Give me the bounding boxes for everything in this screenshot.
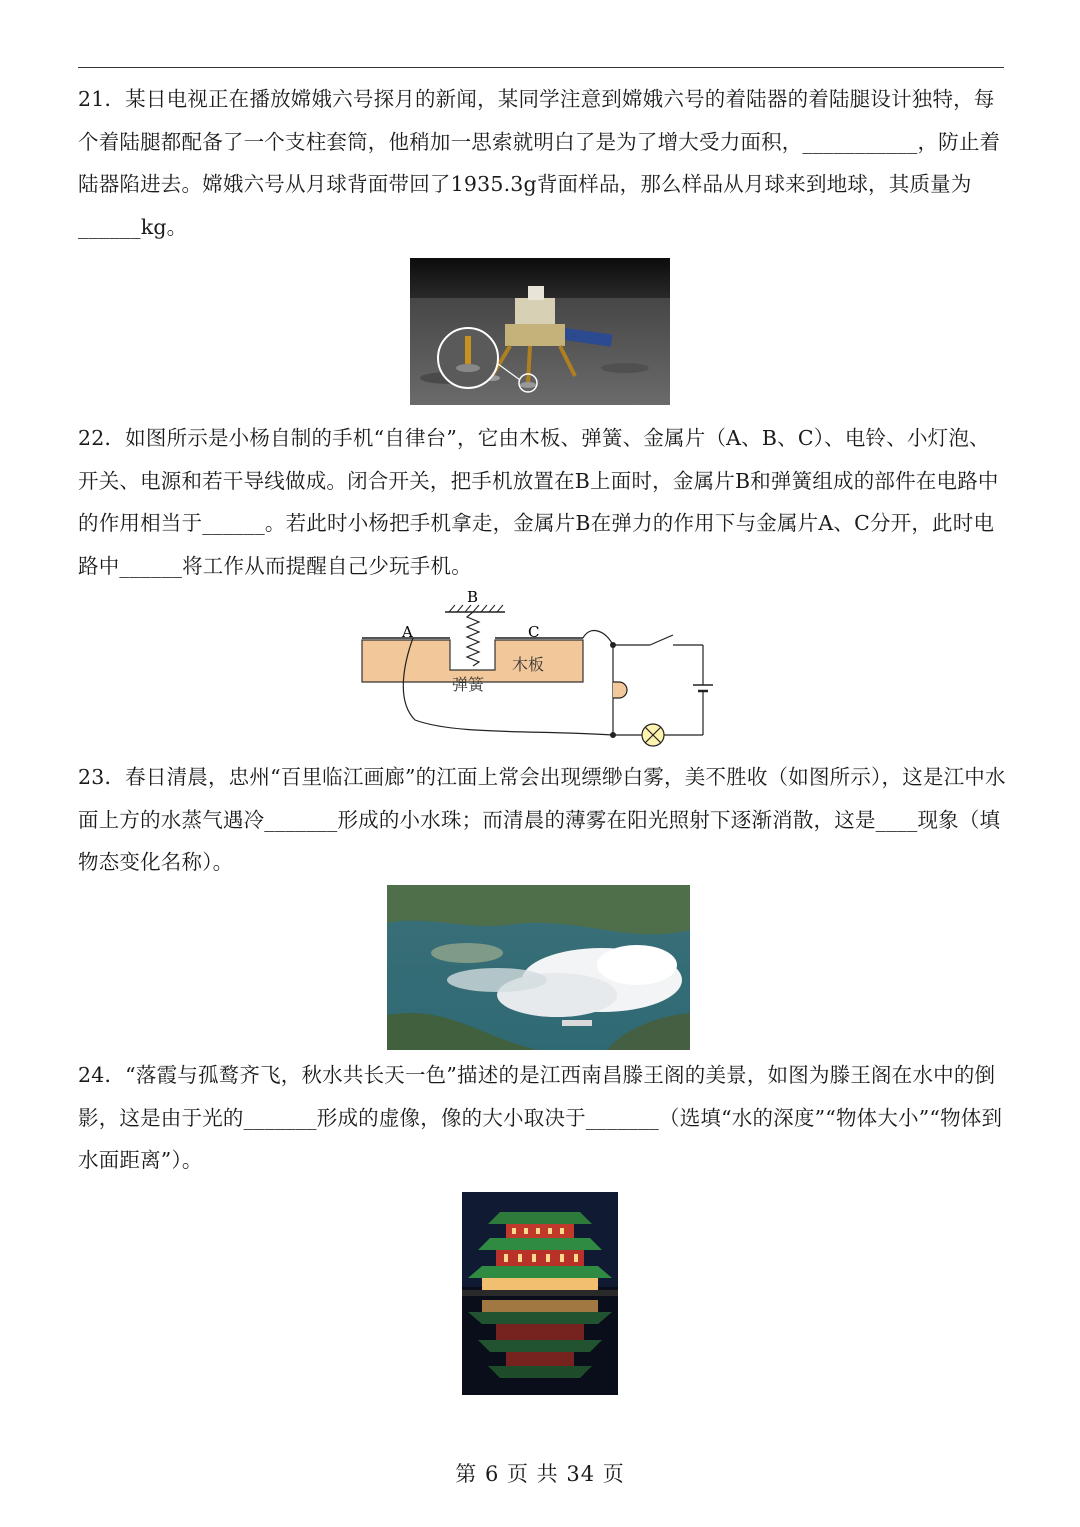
label-c: C xyxy=(528,623,540,641)
river-fog-photo xyxy=(387,885,690,1050)
label-spring: 弹簧 xyxy=(452,675,485,694)
question-22-text: 22．如图所示是小杨自制的手机“自律台”，它由木板、弹簧、金属片（A、B、C）、电铃、小灯泡、开关、电源和若干导线做成。闭合开关，把手机放置在B上面时，金属片B和弹簧组成的部件在电路中的作用相当于______。若此时小杨把手机拿走，金属片B在弹力的作用下与金属片A、C分开，此时电路中______将工作从而提醒自己少玩手机。 xyxy=(78,426,999,578)
lunar-lander-photo xyxy=(410,258,670,405)
page-number: 第 6 页 共 34 页 xyxy=(455,1462,625,1486)
label-board: 木板 xyxy=(512,655,545,674)
question-24-text: 24．“落霞与孤鹜齐飞，秋水共长天一色”描述的是江西南昌滕王阁的美景，如图为滕王阁在水中的倒影，这是由于光的_______形成的虚像，像的大小取决于_______（选填“水的深度”“物体大小”“物体到水面距离”）。 xyxy=(78,1063,1003,1172)
question-24 xyxy=(78,1054,1006,1182)
tengwang-pavilion-photo xyxy=(462,1192,618,1395)
question-23 xyxy=(78,756,1006,884)
question-21 xyxy=(78,78,1006,248)
label-a: A xyxy=(402,623,413,641)
page-footer xyxy=(0,1458,1080,1488)
question-21-text: 21．某日电视正在播放嫦娥六号探月的新闻，某同学注意到嫦娥六号的着陆器的着陆腿设计独特，每个着陆腿都配备了一个支柱套筒，他稍加一思索就明白了是为了增大受力面积，___________，防止着陆器陷进去。嫦娥六号从月球背面带回了1935.3g背面样品，那么样品从月球来到地球，其质量为______kg。 xyxy=(78,87,1001,239)
question-22 xyxy=(78,417,1006,587)
question-23-text: 23．春日清晨，忠州“百里临江画廊”的江面上常会出现缥缈白雾，美不胜收（如图所示），这是江中水面上方的水蒸气遇冷_______形成的小水珠；而清晨的薄雾在阳光照射下逐渐消散，这是____现象（填物态变化名称）。 xyxy=(78,765,1006,874)
phone-stand-circuit-diagram xyxy=(355,590,725,750)
label-b: B xyxy=(467,590,479,606)
header-rule xyxy=(78,67,1004,68)
